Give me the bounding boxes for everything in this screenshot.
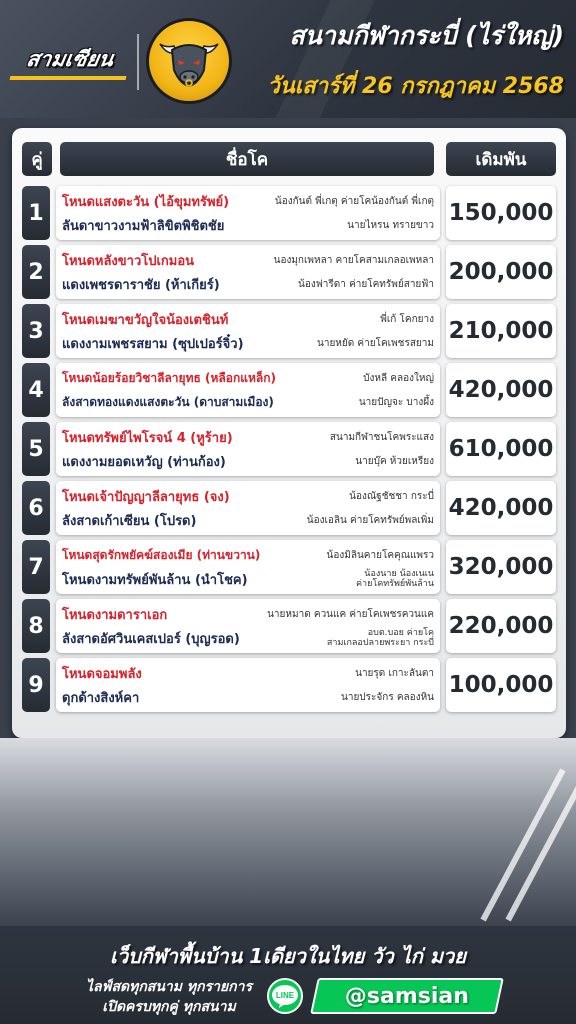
blue-corner-owner: น้องเอลิน ค่ายโคทรัพย์พลเพิ่ม <box>306 514 434 526</box>
bet-amount: 220,000 <box>446 599 556 653</box>
red-corner-owner: สนามกีฬาชนโคพระแสง <box>329 431 434 443</box>
bet-amount: 320,000 <box>446 540 556 594</box>
match-row <box>22 481 556 535</box>
match-row <box>22 245 556 299</box>
blue-corner-cow: ลังสาดอัศวินเคสเปอร์ (บุญรอด) <box>62 631 240 647</box>
line-app-icon[interactable] <box>267 978 303 1014</box>
red-corner-owner: น้องมิลินคายโคคุณแพรว <box>326 549 434 561</box>
pair-number: 6 <box>22 481 50 535</box>
match-row <box>22 363 556 417</box>
blue-corner-owner <box>327 628 434 648</box>
match-row <box>22 540 556 594</box>
red-corner-cow: โหนดสุดรักพยัคฆ์สองเมีย (ท่านขวาน) <box>62 547 261 562</box>
blue-corner-cow: โหนดงามทรัพย์พันล้าน (นำโชค) <box>62 572 248 588</box>
red-corner-owner: พี่เก้ โคกยาง <box>380 313 434 325</box>
red-corner-owner: น้องณัฐชัชชา กระบี่ <box>349 490 434 502</box>
blue-corner-owner: นายหยัด ค่ายโคเพชรสยาม <box>317 337 434 349</box>
cow-names-cell <box>56 186 440 240</box>
match-row <box>22 599 556 653</box>
bet-amount: 200,000 <box>446 245 556 299</box>
line-id-button[interactable] <box>310 978 504 1014</box>
line-id-text: @samsian <box>344 983 469 1009</box>
owner-line: น้องนาย น้องเนเน <box>364 569 434 579</box>
cow-names-cell <box>56 481 440 535</box>
footer-slogan: เว็บกีฬาพื้นบ้าน 1เดียวในไทย วัว ไก่ มวย <box>110 944 466 968</box>
red-corner-cow: โหนดทรัพย์ไพโรจน์ 4 (หูร้าย) <box>62 430 233 446</box>
red-corner-cow: โหนดน้อยร้อยวิชาลีลายุทธ (หลือกแหล็ก) <box>62 370 276 385</box>
match-row <box>22 658 556 712</box>
red-corner-owner: นายหมาด ควนแค ค่ายโคเพชรควนแค <box>267 608 434 620</box>
line-badge-text: LINE <box>275 991 295 1000</box>
red-corner-cow: โหนดหลังขาวโปเกมอน <box>62 253 195 269</box>
pair-number: 4 <box>22 363 50 417</box>
footer <box>0 926 576 1024</box>
cow-names-cell <box>56 422 440 476</box>
match-row <box>22 422 556 476</box>
pair-number: 5 <box>22 422 50 476</box>
owner-line: สามเกลอปลายพระยา กระบี่ <box>326 638 434 648</box>
blue-corner-cow: ดุกด้างสิงห์คา <box>62 690 140 706</box>
brand-logo <box>5 42 135 76</box>
cow-names-cell <box>56 658 440 712</box>
red-corner-owner: บังหลี คลองใหญ่ <box>363 372 434 384</box>
red-corner-cow: โหนดแสงตะวัน (ไอ้ขุมทรัพย์) <box>62 194 230 210</box>
bull-logo-icon <box>146 18 232 104</box>
header <box>0 0 576 118</box>
brand-name: สามเซียน <box>24 46 116 71</box>
match-row <box>22 186 556 240</box>
red-corner-cow: โหนดเจ้าปัญญาลีลายุทธ (จง) <box>62 489 230 505</box>
pair-number: 3 <box>22 304 50 358</box>
pair-number: 7 <box>22 540 50 594</box>
blue-corner-cow: ลันดาขาวงามฟ้าลิขิตพิชิตชัย <box>62 218 225 234</box>
blue-corner-owner: น้องฟารีดา ค่ายโคทรัพย์สายฟ้า <box>298 278 434 290</box>
bet-amount: 150,000 <box>446 186 556 240</box>
blue-corner-owner: นายปัญจะ บางผึ้ง <box>358 396 434 408</box>
footer-subtitle: ไลฟ์สดทุกสนาม ทุกรายการ <box>85 979 253 995</box>
blue-corner-owner: นายไหรน ทรายขาว <box>347 219 434 231</box>
red-corner-owner: น้องกันต์ พี่เกตุ ค่ายโคน้องกันต์ พี่เกตุ <box>274 195 434 207</box>
bet-amount: 420,000 <box>446 363 556 417</box>
pair-number: 2 <box>22 245 50 299</box>
match-row <box>22 304 556 358</box>
cow-names-cell <box>56 540 440 594</box>
cow-names-cell <box>56 245 440 299</box>
column-header-pair: คู่ <box>22 142 52 176</box>
cow-names-cell <box>56 599 440 653</box>
column-header-bet: เดิมพัน <box>446 142 556 176</box>
bet-amount: 610,000 <box>446 422 556 476</box>
column-header-name: ชื่อโค <box>60 142 434 176</box>
brand-underline <box>10 76 127 80</box>
bet-amount: 210,000 <box>446 304 556 358</box>
blue-corner-cow: ลังสาดเก้าเซียน (โปรด) <box>62 513 197 529</box>
red-corner-owner: นองมุกเพหลา คายโคสามเกลอเพหลา <box>273 254 434 266</box>
bet-amount: 100,000 <box>446 658 556 712</box>
red-corner-cow: โหนดจอมพลัง <box>62 666 142 682</box>
blue-corner-owner: นายบุ๊ค ห้วยเหรียง <box>355 455 434 467</box>
owner-line: ค่ายโคทรัพย์พันล้าน <box>356 579 434 589</box>
red-corner-cow: โหนดเมฆาขวัญใจน้องเตชินท์ <box>62 312 229 328</box>
blue-corner-owner: นายประจักร คลองหิน <box>341 691 434 703</box>
pair-number: 9 <box>22 658 50 712</box>
footer-subtitle: เปิดครบทุกคู่ ทุกสนาม <box>102 999 236 1015</box>
red-corner-owner: นายรุด เกาะลันตา <box>355 667 434 679</box>
stadium-title: สนามกีฬากระบี่ (ไร่ใหญ่) <box>289 21 564 50</box>
cow-names-cell <box>56 304 440 358</box>
owner-line: อบต.บอย ค่ายโค <box>367 628 434 638</box>
blue-corner-cow: แดงงามเพชรสยาม (ซุปเปอร์จิ๋ว) <box>62 336 244 352</box>
header-divider <box>137 34 139 90</box>
blue-corner-cow: ลังสาดทองแดงแสงตะวัน (ดาบสามเมือง) <box>62 394 274 409</box>
bet-amount: 420,000 <box>446 481 556 535</box>
pair-number: 8 <box>22 599 50 653</box>
cow-names-cell <box>56 363 440 417</box>
blue-corner-cow: แดงเพชรดาราชัย (ห้าเกียร์) <box>62 277 220 293</box>
red-corner-cow: โหนดงามดาราเอก <box>62 607 168 623</box>
blue-corner-cow: แดงงามยอดเหวัญ (ท่านก้อง) <box>62 454 226 470</box>
pair-number: 1 <box>22 186 50 240</box>
blue-corner-owner <box>356 569 434 589</box>
event-date: วันเสาร์ที่ 26 กรกฎาคม 2568 <box>267 74 564 99</box>
